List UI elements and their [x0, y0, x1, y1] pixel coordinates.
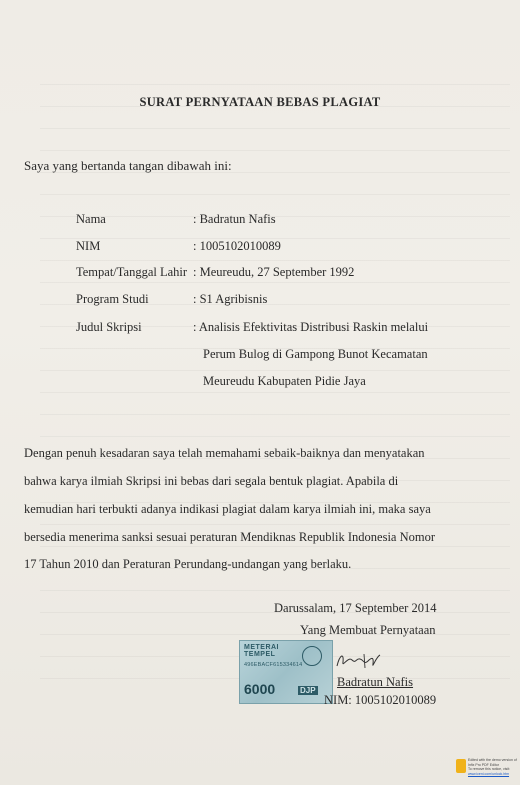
field-value: : 1005102010089 — [193, 239, 281, 253]
statement-line: bersedia menerima sanksi sesuai peraturan Mendiknas Republik Indonesia Nomor — [24, 530, 435, 544]
pdf-editor-notice — [456, 757, 518, 783]
field-value: : Analisis Efektivitas Distribusi Raskin melalui — [193, 320, 429, 334]
statement-line: 17 Tahun 2010 dan Peraturan Perundang-undangan yang berlaku. — [24, 557, 352, 571]
statement-line: bahwa karya ilmiah Skripsi ini bebas dari segala bentuk plagiat. Apabila di — [24, 474, 399, 488]
field-label: Program Studi — [76, 292, 149, 306]
signer-role: Yang Membuat Pernyataan — [300, 623, 436, 637]
statement-line: Dengan penuh kesadaran saya telah memahami sebaik-baiknya dan menyatakan — [24, 446, 425, 460]
stamp-line2: TEMPEL — [244, 651, 276, 658]
field-value: : Badratun Nafis — [193, 212, 276, 226]
document-title: SURAT PERNYATAAN BEBAS PLAGIAT — [139, 95, 381, 109]
field-label: Tempat/Tanggal Lahir — [76, 265, 188, 279]
garuda-emblem-icon — [302, 646, 322, 666]
infix-logo-icon — [456, 759, 466, 773]
notice-line1: Edited with the demo version of — [468, 758, 517, 762]
stamp-serial: 496EBACF615334614 — [244, 662, 303, 668]
signer-nim: NIM: 1005102010089 — [324, 693, 437, 707]
statement-line: kemudian hari terbukti adanya indikasi plagiat dalam karya ilmiah ini, maka saya — [24, 502, 431, 516]
judul-continuation-line: Perum Bulog di Gampong Bunot Kecamatan — [203, 347, 428, 361]
judul-continuation-line: Meureudu Kabupaten Pidie Jaya — [203, 374, 366, 388]
stamp-code: DJP — [300, 686, 316, 695]
unlock-link[interactable]: www.iceni.com/unlock.htm — [468, 771, 510, 776]
field-label: Judul Skripsi — [76, 320, 142, 334]
field-label: Nama — [76, 212, 106, 226]
field-value: : S1 Agribisnis — [193, 292, 268, 306]
handwritten-signature — [334, 650, 382, 672]
field-value: : Meureudu, 27 September 1992 — [193, 265, 355, 279]
notice-line2: Infix Pro PDF Editor — [468, 762, 499, 767]
field-label: NIM — [76, 239, 101, 253]
intro-text: Saya yang bertanda tangan dibawah ini: — [24, 158, 232, 173]
meterai-stamp — [239, 640, 333, 704]
signer-name: Badratun Nafis — [337, 675, 414, 689]
notice-line3: To remove this notice, visit: — [468, 767, 511, 771]
stamp-line1: METERAI — [244, 644, 279, 651]
stamp-amount: 6000 — [244, 681, 276, 697]
place-date: Darussalam, 17 September 2014 — [274, 601, 437, 615]
